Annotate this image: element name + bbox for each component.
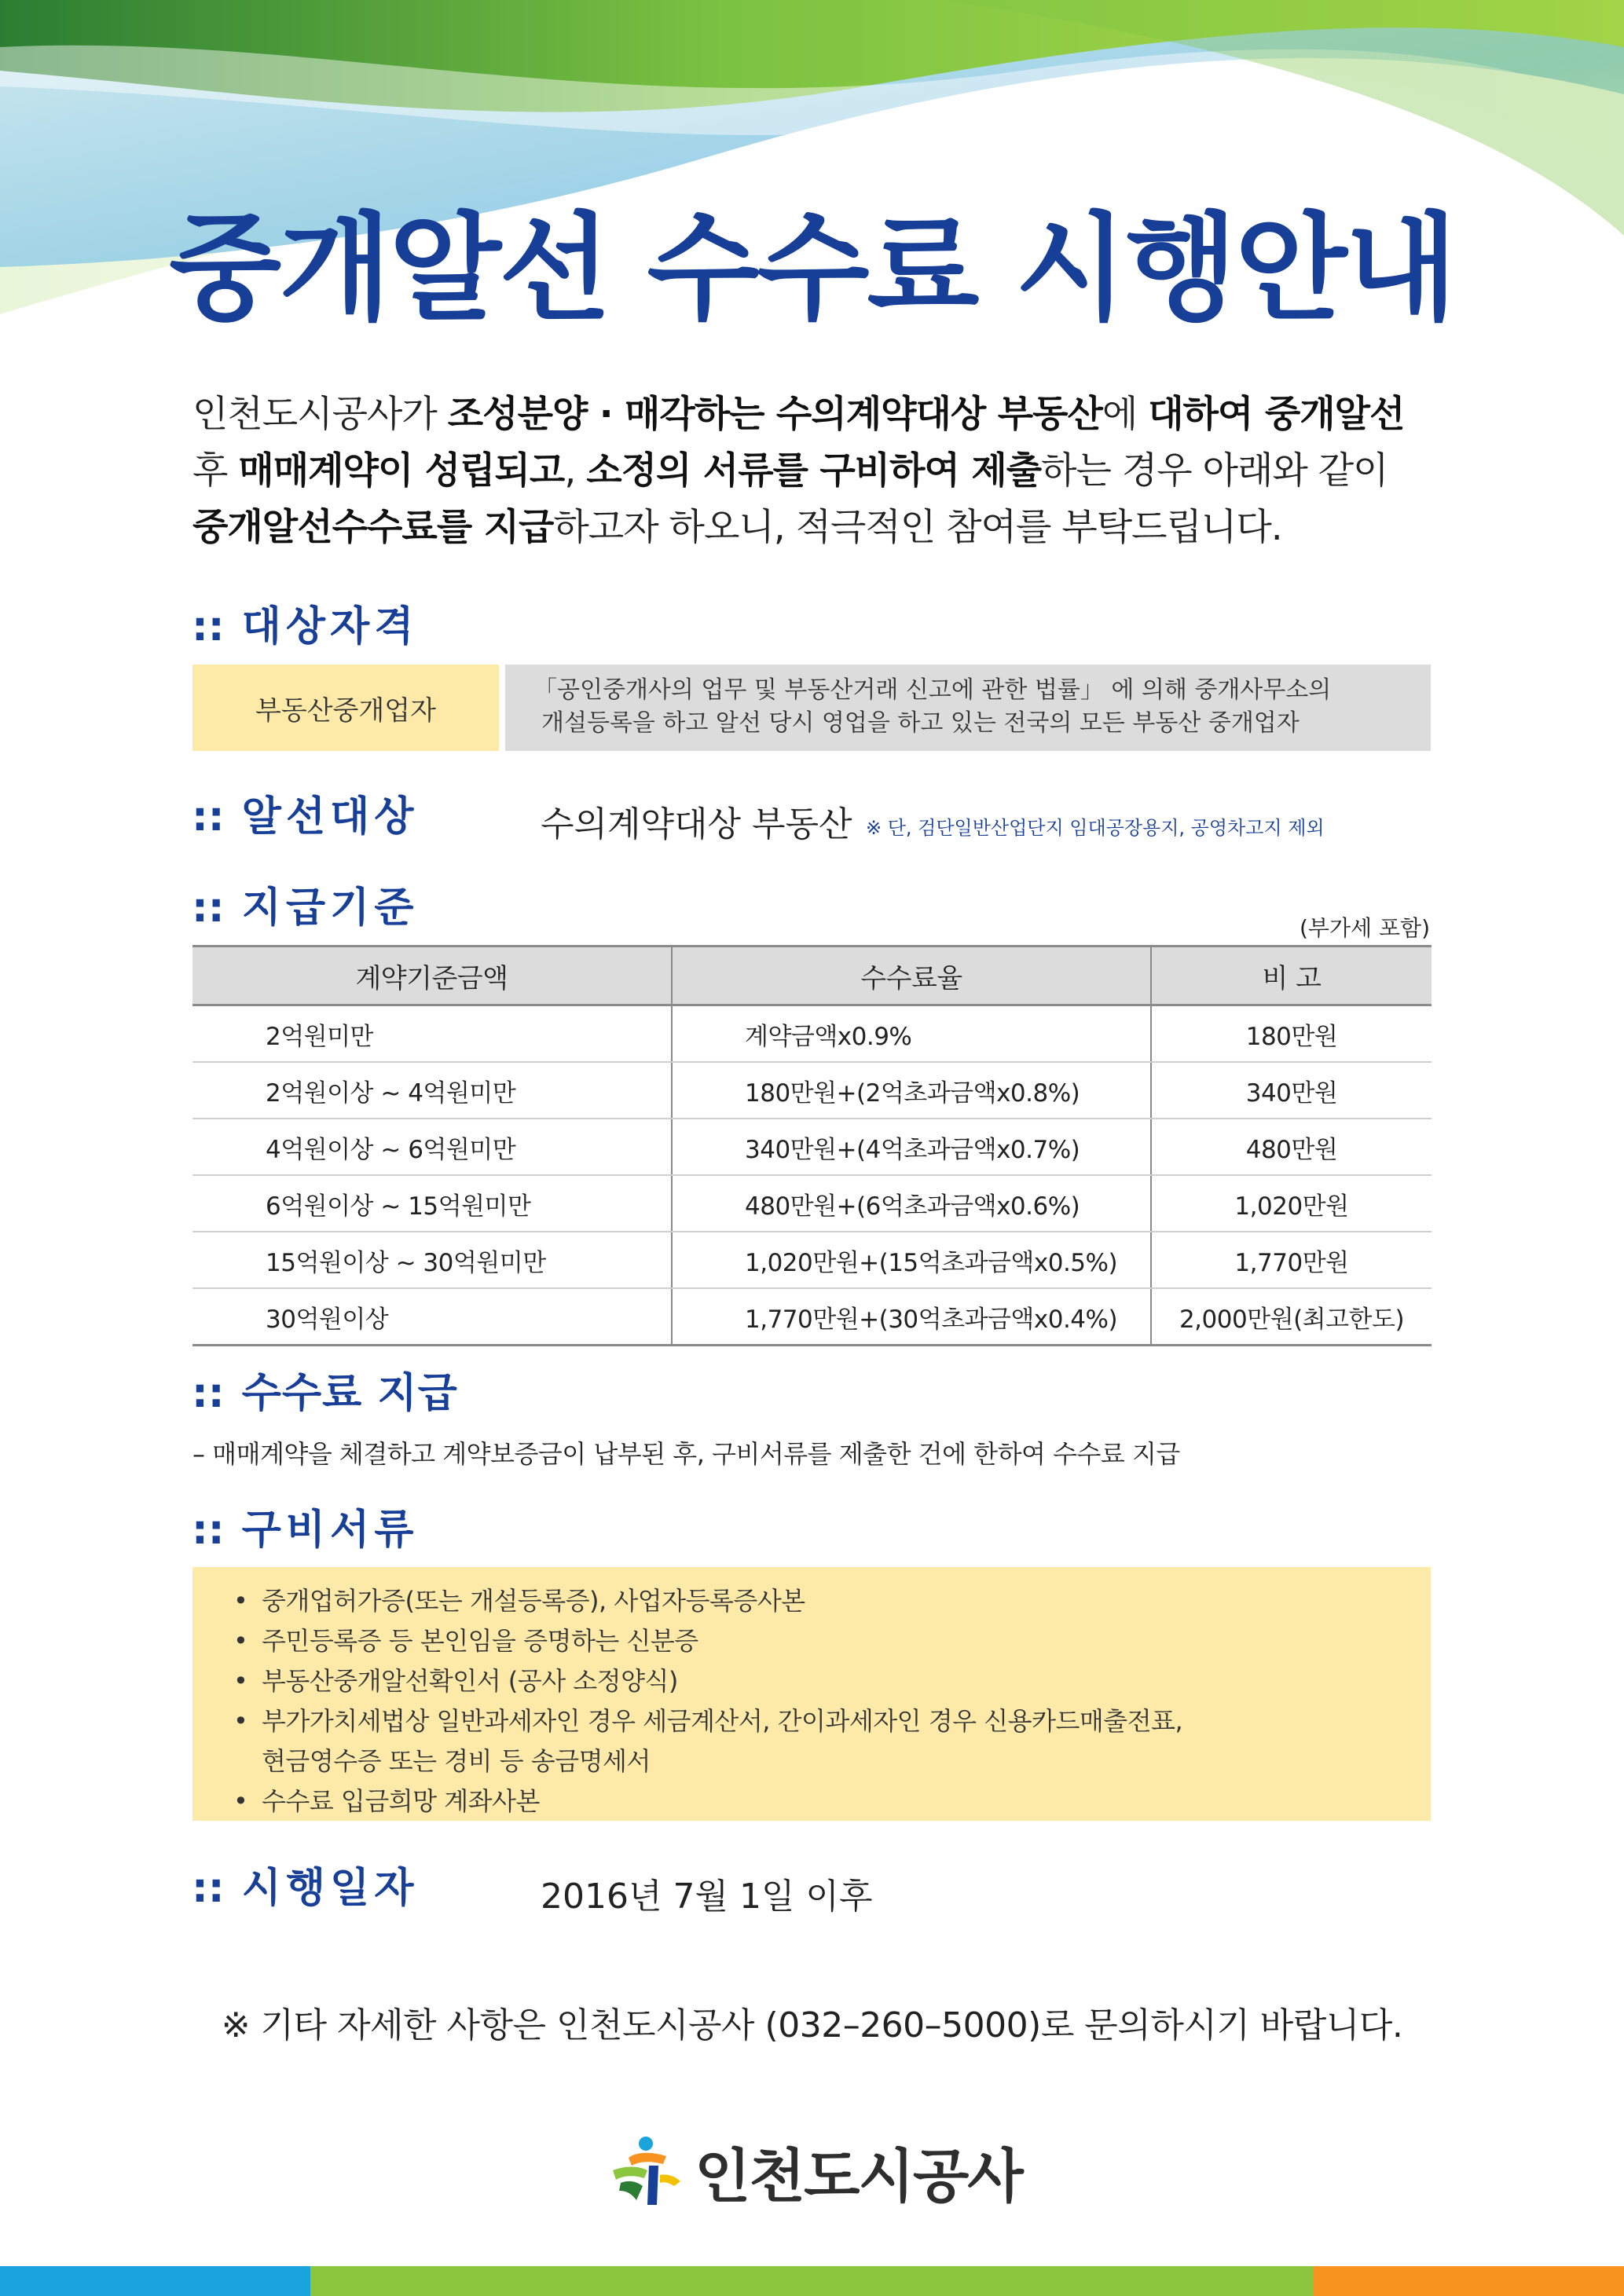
remark-cell: 1,020만원	[1151, 1175, 1432, 1232]
fee-rate-cell: 180만원+(2억초과금액x0.8%)	[672, 1062, 1151, 1119]
section-marker: ::	[192, 793, 225, 840]
list-item: • 부가가치세법상 일반과세자인 경우 세금계산서, 간이과세자인 경우 신용카드매출전표, 현금영수증 또는 경비 등 송금명세서	[233, 1701, 1431, 1782]
fee-rate-cell: 480만원+(6억초과금액x0.6%)	[672, 1175, 1151, 1232]
section-marker: ::	[192, 603, 225, 650]
intro-line-3: 중개알선수수료를 지급하고자 하오니, 적극적인 참여를 부탁드립니다.	[192, 506, 1282, 549]
section-heading-target: :: 알선대상	[192, 793, 419, 840]
remark-cell: 340만원	[1151, 1062, 1432, 1119]
list-item: • 중개업허가증(또는 개설등록증), 사업자등록증사본	[233, 1581, 1431, 1621]
fee-rate-cell: 1,020만원+(15억초과금액x0.5%)	[672, 1232, 1151, 1288]
fee-rate-cell: 계약금액x0.9%	[672, 1005, 1151, 1063]
contract-amount-cell: 2억원이상 ~ 4억원미만	[192, 1062, 672, 1119]
section-marker: ::	[192, 1507, 225, 1554]
footer-band-orange	[1314, 2266, 1624, 2296]
contract-amount-cell: 15억원이상 ~ 30억원미만	[192, 1232, 672, 1288]
list-item: • 부동산중개알선확인서 (공사 소정양식)	[233, 1661, 1431, 1701]
section-marker: ::	[192, 1865, 225, 1912]
intro-paragraph	[192, 386, 1450, 556]
remark-cell: 1,770만원	[1151, 1232, 1432, 1288]
table-row	[192, 1119, 1432, 1175]
remark-cell: 480만원	[1151, 1119, 1432, 1175]
section-heading-standard: :: 지급기준	[192, 884, 419, 932]
section-marker: ::	[192, 884, 225, 932]
contract-amount-cell: 2억원미만	[192, 1005, 672, 1063]
column-header: 수수료율	[672, 947, 1151, 1005]
qualification-label: 부동산중개업자	[192, 665, 499, 751]
payment-description: – 매매계약을 체결하고 계약보증금이 납부된 후, 구비서류를 제출한 건에 한하여 수수료 지급	[192, 1439, 1180, 1469]
section-marker: ::	[192, 1370, 225, 1417]
remark-cell: 2,000만원(최고한도)	[1151, 1288, 1432, 1346]
intro-line-2: 후 매매계약이 성립되고, 소정의 서류를 구비하여 제출하는 경우 아래와 같이	[192, 449, 1388, 493]
company-logo	[605, 2130, 1022, 2214]
table-row	[192, 1232, 1432, 1288]
fee-table	[192, 945, 1432, 1346]
table-row	[192, 1005, 1432, 1063]
company-logo-icon	[605, 2134, 684, 2210]
contract-amount-cell: 6억원이상 ~ 15억원미만	[192, 1175, 672, 1232]
table-row	[192, 1288, 1432, 1346]
footer-band-green	[310, 2266, 1314, 2296]
fee-rate-cell: 1,770만원+(30억초과금액x0.4%)	[672, 1288, 1151, 1346]
column-header: 비 고	[1151, 947, 1432, 1005]
table-row	[192, 1062, 1432, 1119]
target-exclusion-note: ※ 단, 검단일반산업단지 임대공장용지, 공영차고지 제외	[866, 817, 1325, 839]
contact-note: ※ 기타 자세한 사항은 인천도시공사 (032–260–5000)로 문의하시기 바랍니다.	[221, 2005, 1403, 2045]
list-item: • 주민등록증 등 본인임을 증명하는 신분증	[233, 1621, 1431, 1661]
intro-line-1: 인천도시공사가 조성분양 · 매각하는 수의계약대상 부동산에 대하여 중개알선	[192, 393, 1405, 436]
list-item: • 수수료 입금희망 계좌사본	[233, 1782, 1431, 1822]
company-logo-text: 인천도시공사	[695, 2143, 1022, 2210]
footer-band-blue	[0, 2266, 310, 2296]
table-row	[192, 1175, 1432, 1232]
start-date-value: 2016년 7월 1일 이후	[541, 1877, 873, 1917]
documents-list	[233, 1581, 1431, 1822]
target-value: 수의계약대상 부동산	[541, 804, 852, 844]
remark-cell: 180만원	[1151, 1005, 1432, 1063]
contract-amount-cell: 30억원이상	[192, 1288, 672, 1346]
fee-rate-cell: 340만원+(4억초과금액x0.7%)	[672, 1119, 1151, 1175]
section-heading-start-date: :: 시행일자	[192, 1865, 419, 1912]
page-title: 중개알선 수수료 시행안내	[169, 201, 1455, 336]
vat-included-note: (부가세 포함)	[1300, 915, 1430, 941]
qualification-description: 「공인중개사의 업무 및 부동산거래 신고에 관한 법률」 에 의해 중개사무소의 개설등록을 하고 알선 당시 영업을 하고 있는 전국의 모든 부동산 중개업자	[505, 665, 1431, 751]
section-heading-qualification: :: 대상자격	[192, 603, 419, 650]
required-documents-box	[192, 1567, 1431, 1821]
table-header-row	[192, 947, 1432, 1005]
section-heading-payment: :: 수수료 지급	[192, 1370, 458, 1417]
column-header: 계약기준금액	[192, 947, 672, 1005]
section-heading-documents: :: 구비서류	[192, 1507, 419, 1554]
contract-amount-cell: 4억원이상 ~ 6억원미만	[192, 1119, 672, 1175]
